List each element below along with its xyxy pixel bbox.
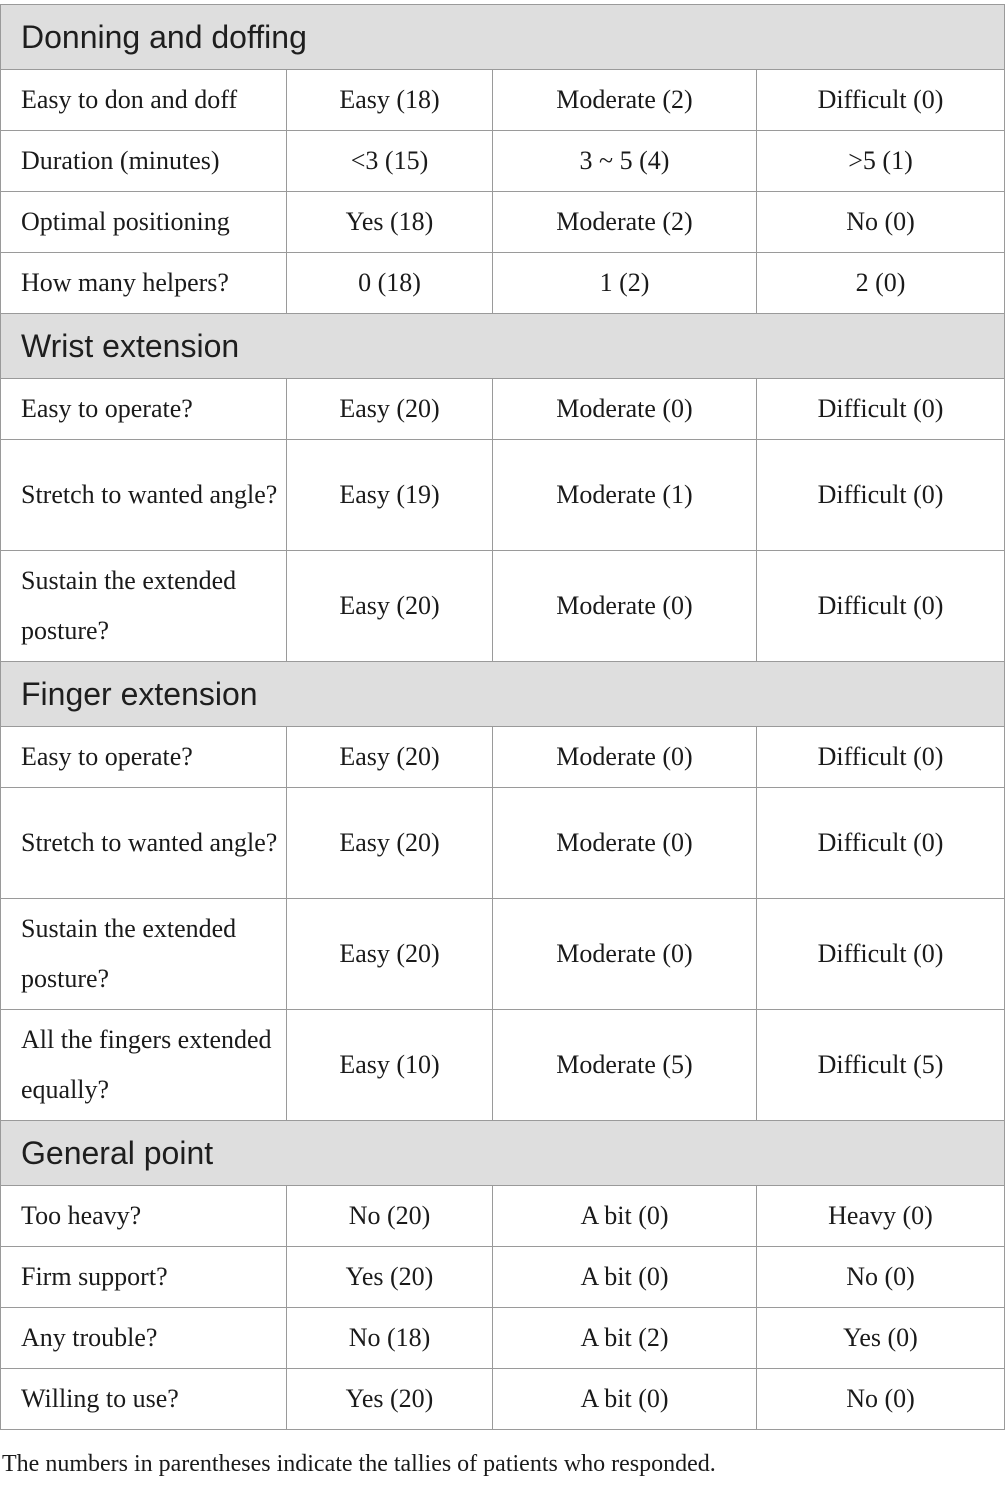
- answer-cell: Difficult (0): [757, 379, 1005, 440]
- answer-cell: No (20): [287, 1186, 493, 1247]
- question-cell: Willing to use?: [1, 1369, 287, 1430]
- question-cell: Any trouble?: [1, 1308, 287, 1369]
- table-footnote: The numbers in parentheses indicate the tallies of patients who responded.: [2, 1451, 716, 1477]
- answer-cell: A bit (0): [493, 1369, 757, 1430]
- table-row: [1, 1369, 1005, 1430]
- question-cell: How many helpers?: [1, 253, 287, 314]
- answer-cell: Easy (20): [287, 788, 493, 899]
- answer-cell: No (0): [757, 1369, 1005, 1430]
- question-cell: Too heavy?: [1, 1186, 287, 1247]
- answer-cell: 2 (0): [757, 253, 1005, 314]
- answer-cell: Yes (18): [287, 192, 493, 253]
- answer-cell: Difficult (0): [757, 70, 1005, 131]
- answer-cell: Easy (18): [287, 70, 493, 131]
- section-title: Wrist extension: [1, 314, 1005, 379]
- answer-cell: Easy (20): [287, 551, 493, 662]
- section-header-general-point: [1, 1121, 1005, 1186]
- answer-cell: Moderate (0): [493, 551, 757, 662]
- answer-cell: Moderate (5): [493, 1010, 757, 1121]
- answer-cell: No (0): [757, 1247, 1005, 1308]
- answer-cell: A bit (0): [493, 1247, 757, 1308]
- table-row: [1, 379, 1005, 440]
- section-title: Finger extension: [1, 662, 1005, 727]
- table-row: [1, 788, 1005, 899]
- answer-cell: No (0): [757, 192, 1005, 253]
- answer-cell: Moderate (0): [493, 727, 757, 788]
- answer-cell: Moderate (0): [493, 788, 757, 899]
- table-row: [1, 440, 1005, 551]
- answer-cell: Easy (20): [287, 727, 493, 788]
- table-row: [1, 899, 1005, 1010]
- answer-cell: 1 (2): [493, 253, 757, 314]
- answer-cell: >5 (1): [757, 131, 1005, 192]
- question-cell: Stretch to wanted angle?: [1, 788, 287, 899]
- question-cell: Duration (minutes): [1, 131, 287, 192]
- table-row: [1, 727, 1005, 788]
- answer-cell: Difficult (0): [757, 788, 1005, 899]
- table-row: [1, 1247, 1005, 1308]
- section-header-finger-extension: [1, 662, 1005, 727]
- question-cell: Stretch to wanted angle?: [1, 440, 287, 551]
- table-row: [1, 1308, 1005, 1369]
- answer-cell: Difficult (5): [757, 1010, 1005, 1121]
- table-row: [1, 1186, 1005, 1247]
- answer-cell: Moderate (2): [493, 70, 757, 131]
- question-cell: Easy to operate?: [1, 379, 287, 440]
- question-cell: Sustain the extended posture?: [1, 551, 287, 662]
- question-cell: Firm support?: [1, 1247, 287, 1308]
- answer-cell: Easy (19): [287, 440, 493, 551]
- answer-cell: Heavy (0): [757, 1186, 1005, 1247]
- answer-cell: No (18): [287, 1308, 493, 1369]
- table-row: [1, 1010, 1005, 1121]
- answer-cell: <3 (15): [287, 131, 493, 192]
- answer-cell: Easy (10): [287, 1010, 493, 1121]
- section-header-donning-and-doffing: [1, 5, 1005, 70]
- answer-cell: Moderate (0): [493, 379, 757, 440]
- question-cell: Easy to don and doff: [1, 70, 287, 131]
- question-cell: All the fingers extended equally?: [1, 1010, 287, 1121]
- answer-cell: Difficult (0): [757, 727, 1005, 788]
- answer-cell: Yes (0): [757, 1308, 1005, 1369]
- section-header-wrist-extension: [1, 314, 1005, 379]
- survey-table: [0, 4, 1005, 1430]
- answer-cell: Difficult (0): [757, 440, 1005, 551]
- answer-cell: Yes (20): [287, 1369, 493, 1430]
- table-row: [1, 192, 1005, 253]
- table-row: [1, 70, 1005, 131]
- answer-cell: Yes (20): [287, 1247, 493, 1308]
- answer-cell: Difficult (0): [757, 899, 1005, 1010]
- table-row: [1, 551, 1005, 662]
- section-title: General point: [1, 1121, 1005, 1186]
- answer-cell: Moderate (1): [493, 440, 757, 551]
- question-cell: Easy to operate?: [1, 727, 287, 788]
- section-title: Donning and doffing: [1, 5, 1005, 70]
- answer-cell: Easy (20): [287, 899, 493, 1010]
- question-cell: Optimal positioning: [1, 192, 287, 253]
- question-cell: Sustain the extended posture?: [1, 899, 287, 1010]
- answer-cell: A bit (0): [493, 1186, 757, 1247]
- answer-cell: Difficult (0): [757, 551, 1005, 662]
- answer-cell: Easy (20): [287, 379, 493, 440]
- answer-cell: 3 ~ 5 (4): [493, 131, 757, 192]
- answer-cell: Moderate (0): [493, 899, 757, 1010]
- answer-cell: 0 (18): [287, 253, 493, 314]
- table-row: [1, 253, 1005, 314]
- answer-cell: Moderate (2): [493, 192, 757, 253]
- table-row: [1, 131, 1005, 192]
- answer-cell: A bit (2): [493, 1308, 757, 1369]
